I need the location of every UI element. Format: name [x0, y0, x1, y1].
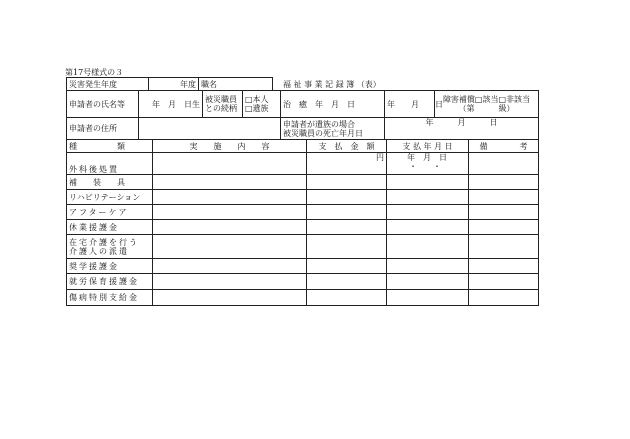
table-row: [67, 205, 539, 220]
amount-cell[interactable]: 円: [307, 153, 387, 175]
row-type-label: 休業援護金: [67, 220, 153, 235]
date-cell[interactable]: [387, 220, 469, 235]
remarks-cell[interactable]: [469, 259, 539, 274]
content-cell[interactable]: [153, 190, 307, 205]
applicant-name-label: 申請者の氏名等: [67, 91, 139, 118]
date-cell[interactable]: [387, 190, 469, 205]
amount-cell[interactable]: [307, 175, 387, 190]
date-cell[interactable]: [387, 274, 469, 290]
row-type-label: リハビリテーション: [67, 190, 153, 205]
header-table: [66, 77, 539, 91]
content-cell[interactable]: [153, 274, 307, 290]
records-table: [66, 139, 539, 306]
row-type-label: アフターケア: [67, 205, 153, 220]
content-cell[interactable]: [153, 235, 307, 259]
disability-grade-field[interactable]: （第 級）: [458, 104, 515, 113]
col-remarks-header: 備 考: [469, 140, 539, 153]
table-row: [67, 274, 539, 290]
remarks-cell[interactable]: [469, 220, 539, 235]
content-cell[interactable]: [153, 220, 307, 235]
date-cell[interactable]: [387, 235, 469, 259]
table-row: [67, 290, 539, 306]
col-content-header: 実 施 内 容: [153, 140, 307, 153]
content-cell[interactable]: [153, 205, 307, 220]
row-type-label: 在宅介護を行う: [69, 237, 139, 247]
record-form: [66, 77, 538, 309]
row-type-label-line2: 介護人の派遣: [69, 246, 129, 256]
date-cell[interactable]: [387, 205, 469, 220]
amount-cell[interactable]: [307, 235, 387, 259]
applicant-address-label: 申請者の住所: [67, 118, 139, 140]
disaster-year-unit: 年度: [149, 78, 199, 91]
amount-cell[interactable]: [307, 220, 387, 235]
remarks-cell[interactable]: [469, 235, 539, 259]
date-units: 年 月 日: [407, 153, 447, 162]
content-cell[interactable]: [153, 175, 307, 190]
remarks-cell[interactable]: [469, 290, 539, 306]
table-row: [67, 259, 539, 274]
remarks-cell[interactable]: [469, 153, 539, 175]
row-type-label: 傷病特別支給金: [67, 290, 153, 306]
job-title-label: 職名: [199, 78, 273, 91]
content-cell[interactable]: [153, 290, 307, 306]
content-cell[interactable]: [153, 153, 307, 175]
table-row: [67, 235, 539, 259]
form-title: 福 祉 事 業 記 録 簿 （表）: [283, 79, 381, 89]
disaster-date-label: 災害発生年度: [67, 78, 149, 91]
applicant-table: [66, 90, 539, 140]
form-number: 第17号様式の３: [65, 68, 124, 77]
date-cell[interactable]: [387, 259, 469, 274]
relation-self-checkbox[interactable]: □本人: [245, 95, 269, 104]
records-header-row: [67, 140, 539, 153]
row-type-label: 補 装 具: [67, 175, 153, 190]
table-row: [67, 190, 539, 205]
row-type-label: 就労保育援護金: [67, 274, 153, 290]
amount-cell[interactable]: [307, 274, 387, 290]
col-type-header: 種 類: [67, 140, 153, 153]
relation-label-1: 被災職員: [205, 95, 237, 104]
date-dots[interactable]: ・ ・: [409, 162, 441, 171]
remarks-cell[interactable]: [469, 190, 539, 205]
row-type-label: 外科後処置: [67, 153, 153, 175]
remarks-cell[interactable]: [469, 274, 539, 290]
date-cell[interactable]: [387, 290, 469, 306]
date-cell[interactable]: [387, 175, 469, 190]
death-label-1: 申請者が遺族の場合: [283, 119, 355, 129]
col-amount-header: 支 払 金 額: [307, 140, 387, 153]
amount-cell[interactable]: [307, 259, 387, 274]
cure-date-label: 治 癒 年 月 日: [281, 91, 385, 118]
table-row: [67, 175, 539, 190]
remarks-cell[interactable]: [469, 175, 539, 190]
col-date-header: 支 払 年 月 日: [387, 140, 469, 153]
amount-cell[interactable]: [307, 205, 387, 220]
row-type-label: 奨学援護金: [67, 259, 153, 274]
applicant-address-field[interactable]: [139, 118, 281, 140]
cure-date-field[interactable]: 年 月 日: [385, 91, 435, 118]
disability-status-checkbox[interactable]: 障害補償□該当□非該当: [442, 95, 531, 104]
relation-label-2: との続柄: [205, 104, 237, 113]
table-row: [67, 220, 539, 235]
death-label-2: 被災職員の死亡年月日: [283, 128, 363, 138]
remarks-cell[interactable]: [469, 205, 539, 220]
amount-cell[interactable]: [307, 290, 387, 306]
content-cell[interactable]: [153, 259, 307, 274]
relation-family-checkbox[interactable]: □遺族: [245, 104, 269, 113]
death-date-field[interactable]: 年 月 日: [385, 118, 539, 140]
table-row: [67, 153, 539, 175]
birth-date-field[interactable]: 年 月 日生: [139, 91, 203, 118]
amount-cell[interactable]: [307, 190, 387, 205]
